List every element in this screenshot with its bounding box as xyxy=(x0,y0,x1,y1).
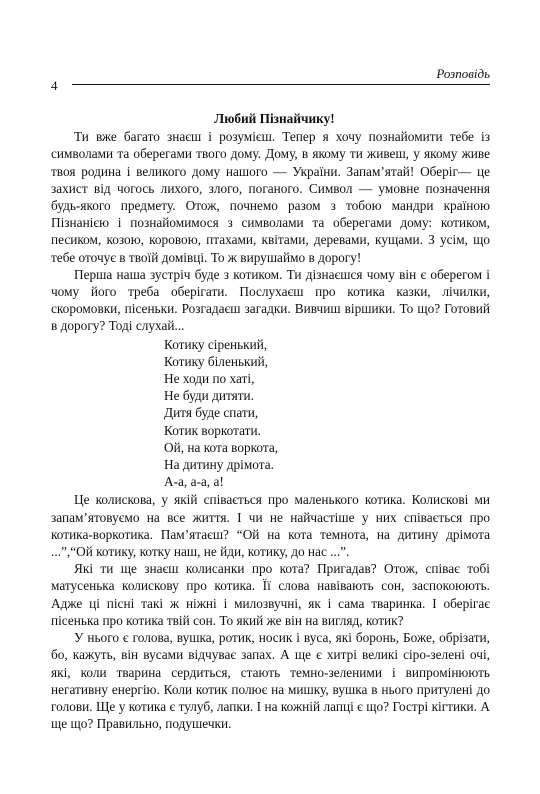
paragraph: У нього є голова, вушка, ротик, носик і вуса, які боронь, Боже, обрізати, бо, кажуть, він вусами відчуває запах. А ще є хитрі великі сіро-зелені очі, які, коли тварина сердиться, стають темно-зеленими і випромінюють негативну енергію. Коли котик полює на мишку, вушка в нього притулені до голови. Ще у котика є тулуб, лапки. І на кожній лапці є що? Гострі кігтики. А ще що? Правильно, подушечки. xyxy=(51,630,490,732)
paragraph: Ти вже багато знаєш і розумієш. Тепер я хочу познайомити тебе із символами та оберегами твого дому. Дому, в якому ти живеш, у якому живе твоя родина і великого дому нашого — України. Запам’ятай! Оберіг— це захист від чогось лихого, злого, поганого. Символ — умовне позначення будь-якого предмету. Отож, почнемо разом з тобою мандри країною Пізнанією і познайомимося з символами та оберегами дому: котиком, песиком, козою, коровою, птахами, квітами, деревами, кущами. З усім, що тебе оточує в твоїй домівці. То ж вирушаймо в дорогу! xyxy=(51,129,490,265)
verse-line: Котику сіренький, xyxy=(164,336,268,352)
page-body xyxy=(51,110,490,732)
verse-line: Ой, на кота воркота, xyxy=(164,439,279,455)
letter-title: Любий Пізнайчику! xyxy=(214,111,335,126)
verse-line: Не буди дитяти. xyxy=(164,388,254,404)
paragraph: Які ти ще знаєш колисанки про кота? Пригадав? Отож, співає тобі матусенька колискову про котика. Її слова навівають сон, заспокоюють. Адже ці пісні такі ж ніжні і милозвучні, як і сама тваринка. І оберігає пісенька про котика твій сон. То який же він на вигляд, котик? xyxy=(51,561,490,628)
verse-line: Дитя буде спати, xyxy=(164,405,259,421)
verse-line: Не ходи по хаті, xyxy=(164,371,255,387)
running-title: Розповідь xyxy=(436,66,490,81)
page-number: 4 xyxy=(51,78,58,93)
verse-line: Котику біленький, xyxy=(164,353,269,369)
paragraph: Це колискова, у якій співається про маленького котика. Колискові ми запам’ятовуємо на все життя. І чи не найчастіше у них співається про котика-воркотика. Пам’ятаєш? “Ой на кота темнота, на дитину дрімота ...”,“Ой котику, котку наш, не йди, котику, до нас ...”. xyxy=(51,492,490,560)
header-rule xyxy=(72,84,490,85)
verse-line: А-а, а-а, а! xyxy=(164,474,224,490)
verse-line: На дитину дрімота. xyxy=(164,457,274,473)
lullaby-verse xyxy=(164,336,490,491)
paragraph: Перша наша зустріч буде з котиком. Ти дізнаєшся чому він є оберегом і чому його треба оберігати. Послухаєш про котика казки, лічилки, скоромовки, пісеньки. Розгадаєш загадки. Вивчиш віршики. То що? Готовий в дорогу? Тоді слухай... xyxy=(51,266,490,334)
verse-line: Котик воркотати. xyxy=(164,422,261,438)
